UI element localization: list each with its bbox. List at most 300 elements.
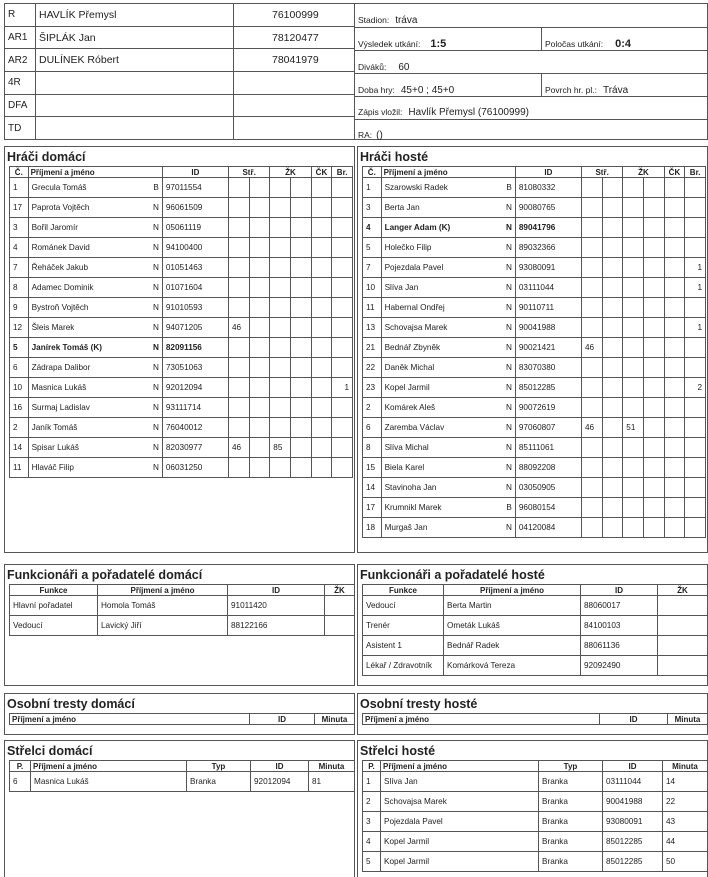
- player-number: 22: [363, 358, 382, 378]
- player-row: [363, 318, 706, 338]
- player-yellow-card: [623, 178, 644, 198]
- entered-value: Havlík Přemysl (76100999): [408, 107, 530, 118]
- player-number: 4: [10, 238, 29, 258]
- player-yellow-card: [623, 318, 644, 338]
- player-name: Paprota Vojtěch: [28, 198, 150, 218]
- scorer-type: Branka: [539, 832, 603, 852]
- player-yellow-card: [623, 258, 644, 278]
- player-number: 10: [363, 278, 382, 298]
- player-number: 4: [363, 218, 382, 238]
- player-id: 01071604: [162, 278, 228, 298]
- player-yellow-card: [270, 358, 291, 378]
- col-no: Č.: [363, 167, 382, 178]
- player-id: 05061119: [162, 218, 228, 238]
- player-row: [363, 178, 706, 198]
- col-minute: Minuta: [315, 714, 355, 725]
- player-number: 11: [10, 458, 29, 478]
- home-penalties-title: Osobní tresty domácí: [7, 697, 135, 711]
- player-row: [10, 418, 353, 438]
- player-goals: [685, 438, 706, 458]
- home-players-table: [9, 166, 353, 478]
- player-row: [10, 338, 353, 358]
- player-id: 03111044: [515, 278, 581, 298]
- col-stf: Stř.: [581, 167, 622, 178]
- player-yellow-card: [623, 298, 644, 318]
- player-position: N: [150, 458, 162, 478]
- player-row: [363, 218, 706, 238]
- player-name: Šleis Marek: [28, 318, 150, 338]
- home-penalties-table: [9, 713, 355, 725]
- player-name: Zádrapa Dalibor: [28, 358, 150, 378]
- referee-id: 78120477: [234, 26, 356, 49]
- entered-label: Zápis vložil:: [358, 107, 403, 117]
- player-name: Kopel Jarmil: [381, 378, 503, 398]
- player-row: [363, 298, 706, 318]
- player-id: 90110711: [515, 298, 581, 318]
- player-row: [363, 438, 706, 458]
- referee-role: R: [5, 4, 36, 27]
- player-name: Grecula Tomáš: [28, 178, 150, 198]
- player-id: 90080765: [515, 198, 581, 218]
- player-number: 11: [363, 298, 382, 318]
- spectators-label: Diváků:: [358, 62, 387, 72]
- official-yellow-card: [325, 596, 355, 616]
- player-substitution: [581, 458, 602, 478]
- player-number: 2: [10, 418, 29, 438]
- referee-name: HAVLÍK Přemysl: [36, 4, 234, 27]
- away-scorers-panel: [357, 740, 708, 877]
- player-yellow-card: [270, 298, 291, 318]
- scorer-row: [363, 852, 708, 872]
- official-row: [363, 636, 708, 656]
- referee-id: 76100999: [234, 4, 356, 27]
- player-yellow-card: [270, 218, 291, 238]
- player-substitution: [581, 438, 602, 458]
- player-goals: 1: [685, 258, 706, 278]
- player-id: 96061509: [162, 198, 228, 218]
- col-name: Příjmení a jméno: [381, 167, 515, 178]
- col-stf: Stř.: [228, 167, 269, 178]
- player-row: [10, 318, 353, 338]
- player-red-card: [311, 398, 332, 418]
- player-position: N: [150, 218, 162, 238]
- player-red-card: [664, 318, 685, 338]
- player-id: 81080332: [515, 178, 581, 198]
- scorer-number: 5: [363, 852, 381, 872]
- player-goals: [332, 198, 353, 218]
- player-id: 01051463: [162, 258, 228, 278]
- col-no: P.: [10, 761, 31, 772]
- match-info-panel: [354, 3, 708, 140]
- player-substitution: [581, 478, 602, 498]
- player-yellow-card: [623, 458, 644, 478]
- away-penalties-panel: [357, 693, 708, 735]
- player-row: [363, 358, 706, 378]
- referee-id: [234, 94, 356, 117]
- official-name: Bednář Radek: [444, 636, 581, 656]
- player-yellow-card: [623, 278, 644, 298]
- player-yellow-card: [623, 518, 644, 538]
- player-substitution: [581, 198, 602, 218]
- col-br: Br.: [332, 167, 353, 178]
- player-number: 15: [363, 458, 382, 478]
- player-goals: [685, 238, 706, 258]
- player-yellow-card: 51: [623, 418, 644, 438]
- player-substitution: [228, 298, 249, 318]
- entered-row: [358, 102, 529, 120]
- away-penalties-table: [362, 713, 708, 725]
- player-id: 88092208: [515, 458, 581, 478]
- player-row: [363, 498, 706, 518]
- player-number: 17: [363, 498, 382, 518]
- scorer-name: Masnica Lukáš: [31, 772, 187, 792]
- player-name: Komárek Aleš: [381, 398, 503, 418]
- player-goals: [685, 418, 706, 438]
- scorer-type: Branka: [539, 792, 603, 812]
- scorer-number: 4: [363, 832, 381, 852]
- player-red-card: [311, 318, 332, 338]
- player-goals: [332, 318, 353, 338]
- player-yellow-card: [623, 218, 644, 238]
- player-id: 04120084: [515, 518, 581, 538]
- official-name: Lavický Jiří: [98, 616, 228, 636]
- player-position: N: [150, 238, 162, 258]
- referee-id: 78041979: [234, 49, 356, 72]
- player-name: Bystroň Vojtěch: [28, 298, 150, 318]
- player-row: [10, 258, 353, 278]
- player-goals: [685, 198, 706, 218]
- col-minute: Minuta: [309, 761, 355, 772]
- home-scorers-title: Střelci domácí: [7, 744, 93, 758]
- official-name: Komárková Tereza: [444, 656, 581, 676]
- scorer-name: Slíva Jan: [381, 772, 539, 792]
- player-name: Murgaš Jan: [381, 518, 503, 538]
- referee-row: [5, 94, 356, 117]
- official-function: Trenér: [363, 616, 444, 636]
- home-players-title: Hráči domácí: [7, 150, 86, 164]
- official-function: Lékař / Zdravotník: [363, 656, 444, 676]
- scorer-name: Pojezdala Pavel: [381, 812, 539, 832]
- player-substitution: [581, 498, 602, 518]
- player-goals: [332, 418, 353, 438]
- surface-label: Povrch hr. pl.:: [545, 85, 597, 95]
- player-row: [10, 198, 353, 218]
- away-officials-panel: [357, 564, 708, 686]
- player-row: [10, 178, 353, 198]
- player-substitution: [228, 378, 249, 398]
- stadion-row: [358, 10, 417, 28]
- player-row: [363, 338, 706, 358]
- player-position: N: [503, 238, 515, 258]
- player-substitution: [581, 278, 602, 298]
- player-id: 03050905: [515, 478, 581, 498]
- player-substitution: [581, 518, 602, 538]
- player-yellow-card: [270, 378, 291, 398]
- player-row: [363, 258, 706, 278]
- player-row: [10, 278, 353, 298]
- player-substitution: 46: [581, 338, 602, 358]
- official-name: Homola Tomáš: [98, 596, 228, 616]
- player-name: Schovajsa Marek: [381, 318, 503, 338]
- player-yellow-card: [270, 258, 291, 278]
- player-red-card: [664, 178, 685, 198]
- player-red-card: [311, 438, 332, 458]
- player-substitution: [581, 298, 602, 318]
- player-id: 90021421: [515, 338, 581, 358]
- player-id: 76040012: [162, 418, 228, 438]
- col-zk: ŽK: [658, 585, 708, 596]
- player-yellow-card: [270, 338, 291, 358]
- official-row: [363, 596, 708, 616]
- player-number: 12: [10, 318, 29, 338]
- player-position: N: [150, 278, 162, 298]
- col-no: Č.: [10, 167, 29, 178]
- scorer-row: [363, 772, 708, 792]
- col-name: Příjmení a jméno: [98, 585, 228, 596]
- referee-role: DFA: [5, 94, 36, 117]
- col-name: Příjmení a jméno: [28, 167, 162, 178]
- player-goals: [685, 398, 706, 418]
- player-position: N: [150, 338, 162, 358]
- player-goals: [332, 398, 353, 418]
- player-yellow-card: [623, 398, 644, 418]
- player-name: Langer Adam (K): [381, 218, 503, 238]
- player-yellow-card: [623, 358, 644, 378]
- scorer-row: [10, 772, 355, 792]
- player-red-card: [311, 418, 332, 438]
- scorer-type: Branka: [539, 852, 603, 872]
- player-number: 14: [363, 478, 382, 498]
- player-name: Janírek Tomáš (K): [28, 338, 150, 358]
- player-position: N: [503, 458, 515, 478]
- player-position: N: [503, 518, 515, 538]
- player-row: [363, 458, 706, 478]
- player-number: 1: [363, 178, 382, 198]
- player-yellow-card: 85: [270, 438, 291, 458]
- referee-name: [36, 72, 234, 95]
- official-id: 92092490: [581, 656, 658, 676]
- away-players-panel: [357, 146, 708, 553]
- player-number: 21: [363, 338, 382, 358]
- player-yellow-card: [623, 378, 644, 398]
- col-func: Funkce: [10, 585, 98, 596]
- away-officials-table: [362, 584, 708, 676]
- player-goals: [332, 258, 353, 278]
- player-substitution: [228, 398, 249, 418]
- player-substitution: [228, 338, 249, 358]
- player-red-card: [664, 458, 685, 478]
- spectators-value: 60: [398, 62, 410, 73]
- official-row: [363, 616, 708, 636]
- referee-role: 4R: [5, 72, 36, 95]
- player-substitution: [228, 358, 249, 378]
- player-red-card: [664, 378, 685, 398]
- player-goals: [332, 178, 353, 198]
- player-name: Řeháček Jakub: [28, 258, 150, 278]
- player-red-card: [664, 498, 685, 518]
- player-row: [363, 478, 706, 498]
- player-row: [363, 278, 706, 298]
- player-number: 23: [363, 378, 382, 398]
- player-red-card: [311, 258, 332, 278]
- player-position: N: [503, 418, 515, 438]
- scorer-row: [363, 792, 708, 812]
- player-yellow-card: [623, 498, 644, 518]
- player-substitution: 46: [228, 438, 249, 458]
- player-goals: [685, 518, 706, 538]
- player-row: [10, 218, 353, 238]
- player-red-card: [664, 518, 685, 538]
- official-id: 88060017: [581, 596, 658, 616]
- player-red-card: [311, 338, 332, 358]
- stadion-label: Stadion:: [358, 15, 390, 25]
- scorer-type: Branka: [539, 812, 603, 832]
- scorer-name: Kopel Jarmil: [381, 832, 539, 852]
- halftime-label: Poločas utkání:: [545, 39, 604, 49]
- player-id: 93080091: [515, 258, 581, 278]
- col-minute: Minuta: [663, 761, 708, 772]
- official-yellow-card: [658, 616, 708, 636]
- scorer-minute: 22: [663, 792, 708, 812]
- player-yellow-card: [270, 398, 291, 418]
- col-id: ID: [603, 761, 663, 772]
- scorer-number: 3: [363, 812, 381, 832]
- player-number: 6: [10, 358, 29, 378]
- player-name: Janík Tomáš: [28, 418, 150, 438]
- referees-panel: [4, 3, 355, 140]
- player-name: Szarowski Radek: [381, 178, 503, 198]
- player-name: Holečko Filip: [381, 238, 503, 258]
- player-red-card: [664, 338, 685, 358]
- away-officials-title: Funkcionáři a pořadatelé hosté: [360, 568, 545, 582]
- col-id: ID: [228, 585, 325, 596]
- player-number: 8: [10, 278, 29, 298]
- away-players-title: Hráči hosté: [360, 150, 429, 164]
- player-name: Habernal Ondřej: [381, 298, 503, 318]
- home-penalties-panel: [4, 693, 355, 735]
- player-id: 82091156: [162, 338, 228, 358]
- player-row: [363, 518, 706, 538]
- player-row: [10, 378, 353, 398]
- col-name: Příjmení a jméno: [381, 761, 539, 772]
- player-yellow-card: [270, 278, 291, 298]
- col-br: Br.: [685, 167, 706, 178]
- home-officials-panel: [4, 564, 355, 686]
- scorer-number: 6: [10, 772, 31, 792]
- referee-row: [5, 49, 356, 72]
- player-position: B: [503, 178, 515, 198]
- player-substitution: [581, 178, 602, 198]
- player-goals: [685, 358, 706, 378]
- player-yellow-card: [270, 238, 291, 258]
- player-goals: [332, 218, 353, 238]
- player-yellow-card: [623, 198, 644, 218]
- player-goals: 2: [685, 378, 706, 398]
- player-name: Bednář Zbyněk: [381, 338, 503, 358]
- player-id: 91010593: [162, 298, 228, 318]
- player-id: 85111061: [515, 438, 581, 458]
- scorer-name: Kopel Jarmil: [381, 852, 539, 872]
- player-yellow-card: [623, 438, 644, 458]
- player-id: 90041988: [515, 318, 581, 338]
- player-position: N: [150, 258, 162, 278]
- player-yellow-card: [623, 338, 644, 358]
- player-substitution: [228, 458, 249, 478]
- player-position: N: [150, 198, 162, 218]
- player-substitution: [581, 258, 602, 278]
- official-function: Asistent 1: [363, 636, 444, 656]
- player-name: Daněk Michal: [381, 358, 503, 378]
- player-red-card: [311, 458, 332, 478]
- col-id: ID: [162, 167, 228, 178]
- scorer-id: 85012285: [603, 852, 663, 872]
- official-id: 88061136: [581, 636, 658, 656]
- player-row: [10, 438, 353, 458]
- player-position: N: [503, 398, 515, 418]
- scorer-id: 93080091: [603, 812, 663, 832]
- official-yellow-card: [658, 636, 708, 656]
- col-ck: ČK: [311, 167, 332, 178]
- official-yellow-card: [658, 596, 708, 616]
- player-number: 18: [363, 518, 382, 538]
- player-red-card: [311, 378, 332, 398]
- player-red-card: [664, 298, 685, 318]
- player-substitution: [228, 238, 249, 258]
- player-number: 2: [363, 398, 382, 418]
- referee-role: TD: [5, 117, 36, 140]
- player-red-card: [311, 278, 332, 298]
- player-goals: 1: [332, 378, 353, 398]
- player-goals: [685, 478, 706, 498]
- player-number: 3: [10, 218, 29, 238]
- player-row: [10, 298, 353, 318]
- player-position: N: [150, 378, 162, 398]
- col-zk: ŽK: [325, 585, 355, 596]
- player-name: Stavinoha Jan: [381, 478, 503, 498]
- player-position: N: [503, 218, 515, 238]
- player-substitution: [581, 378, 602, 398]
- scorer-minute: 43: [663, 812, 708, 832]
- col-zk: ŽK: [623, 167, 664, 178]
- player-position: N: [503, 198, 515, 218]
- player-number: 14: [10, 438, 29, 458]
- player-goals: [332, 338, 353, 358]
- player-number: 7: [363, 258, 382, 278]
- player-number: 16: [10, 398, 29, 418]
- col-zk: ŽK: [270, 167, 311, 178]
- player-id: 90072619: [515, 398, 581, 418]
- player-substitution: [581, 398, 602, 418]
- player-name: Adamec Dominik: [28, 278, 150, 298]
- player-red-card: [311, 238, 332, 258]
- player-number: 17: [10, 198, 29, 218]
- home-scorers-table: [9, 760, 355, 792]
- player-number: 7: [10, 258, 29, 278]
- player-substitution: [228, 418, 249, 438]
- player-row: [10, 398, 353, 418]
- col-no: P.: [363, 761, 381, 772]
- player-position: N: [150, 358, 162, 378]
- player-red-card: [311, 198, 332, 218]
- player-number: 10: [10, 378, 29, 398]
- referee-row: [5, 72, 356, 95]
- scorer-id: 90041988: [603, 792, 663, 812]
- player-red-card: [664, 238, 685, 258]
- referee-row: [5, 4, 356, 27]
- player-substitution: [228, 258, 249, 278]
- player-red-card: [664, 218, 685, 238]
- player-substitution: [581, 358, 602, 378]
